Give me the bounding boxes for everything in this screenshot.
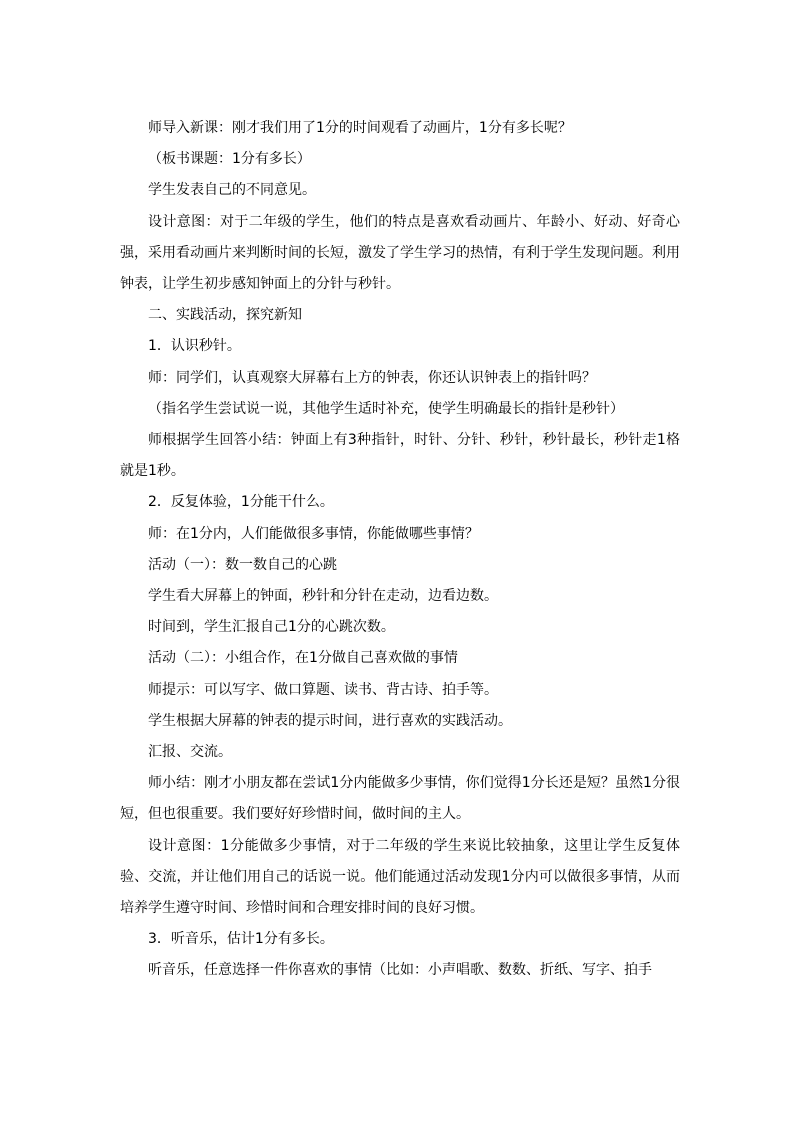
paragraph-activity-two: 活动（二）：小组合作，在1分做自己喜欢做的事情 xyxy=(148,650,458,667)
paragraph-student-opinions: 学生发表自己的不同意见。 xyxy=(148,182,316,199)
paragraph-design-intent-1: 设计意图：对于二年级的学生，他们的特点是喜欢看动画片、年龄小、好动、好奇心强，采用看动画片来判断时间的长短，激发了学生学习的热情，有利于学生发现问题。利用钟表，让学生初步感知钟面上的分针与秒针。 xyxy=(120,213,680,293)
paragraph-teacher-hint: 师提示：可以写字、做口算题、读书、背古诗、拍手等。 xyxy=(148,681,498,698)
subheading-music: 3．听音乐，估计1分有多长。 xyxy=(148,931,334,948)
subheading-experience: 2．反复体验，1分能干什么。 xyxy=(148,494,334,511)
paragraph-report-exchange: 汇报、交流。 xyxy=(148,744,232,761)
document-body xyxy=(120,113,680,987)
paragraph-summary-hands: 师根据学生回答小结：钟面上有3种指针，时针、分针、秒针，秒针最长，秒针走1格就是1秒。 xyxy=(120,432,680,480)
section-heading-practice: 二、实践活动，探究新知 xyxy=(148,307,302,324)
paragraph-design-intent-2: 设计意图：1分能做多少事情，对于二年级的学生来说比较抽象，这里让学生反复体验、交流，并让他们用自己的话说一说。他们能通过活动发现1分内可以做很多事情，从而培养学生遵守时间、珍惜时间和合理安排时间的良好习惯。 xyxy=(120,837,680,917)
paragraph-music-activity: 听音乐，任意选择一件你喜欢的事情（比如：小声唱歌、数数、折纸、写字、拍手 xyxy=(148,962,652,979)
paragraph-teacher-clock: 师：同学们，认真观察大屏幕右上方的钟表，你还认识钟表上的指针吗？ xyxy=(148,369,596,386)
paragraph-intro-question: 师导入新课：刚才我们用了1分的时间观看了动画片，1分有多长呢？ xyxy=(148,120,572,136)
paragraph-teacher-one-minute: 师：在1分内，人们能做很多事情，你能做哪些事情？ xyxy=(148,525,479,542)
paragraph-watch-clock: 学生看大屏幕上的钟面，秒针和分针在走动，边看边数。 xyxy=(148,588,498,605)
subheading-second-hand: 1．认识秒针。 xyxy=(148,338,241,355)
paragraph-report-heartbeat: 时间到，学生汇报自己1分的心跳次数。 xyxy=(148,619,395,636)
paragraph-board-title: （板书课题：1分有多长） xyxy=(148,151,311,168)
paragraph-student-try: （指名学生尝试说一说，其他学生适时补充，使学生明确最长的指针是秒针） xyxy=(148,400,624,417)
paragraph-practice-activity: 学生根据大屏幕的钟表的提示时间，进行喜欢的实践活动。 xyxy=(148,712,512,729)
paragraph-activity-one: 活动（一）：数一数自己的心跳 xyxy=(148,556,337,573)
paragraph-teacher-summary: 师小结：刚才小朋友都在尝试1分内能做多少事情，你们觉得1分长还是短？虽然1分很短，但也很重要。我们要好好珍惜时间，做时间的主人。 xyxy=(120,775,680,823)
